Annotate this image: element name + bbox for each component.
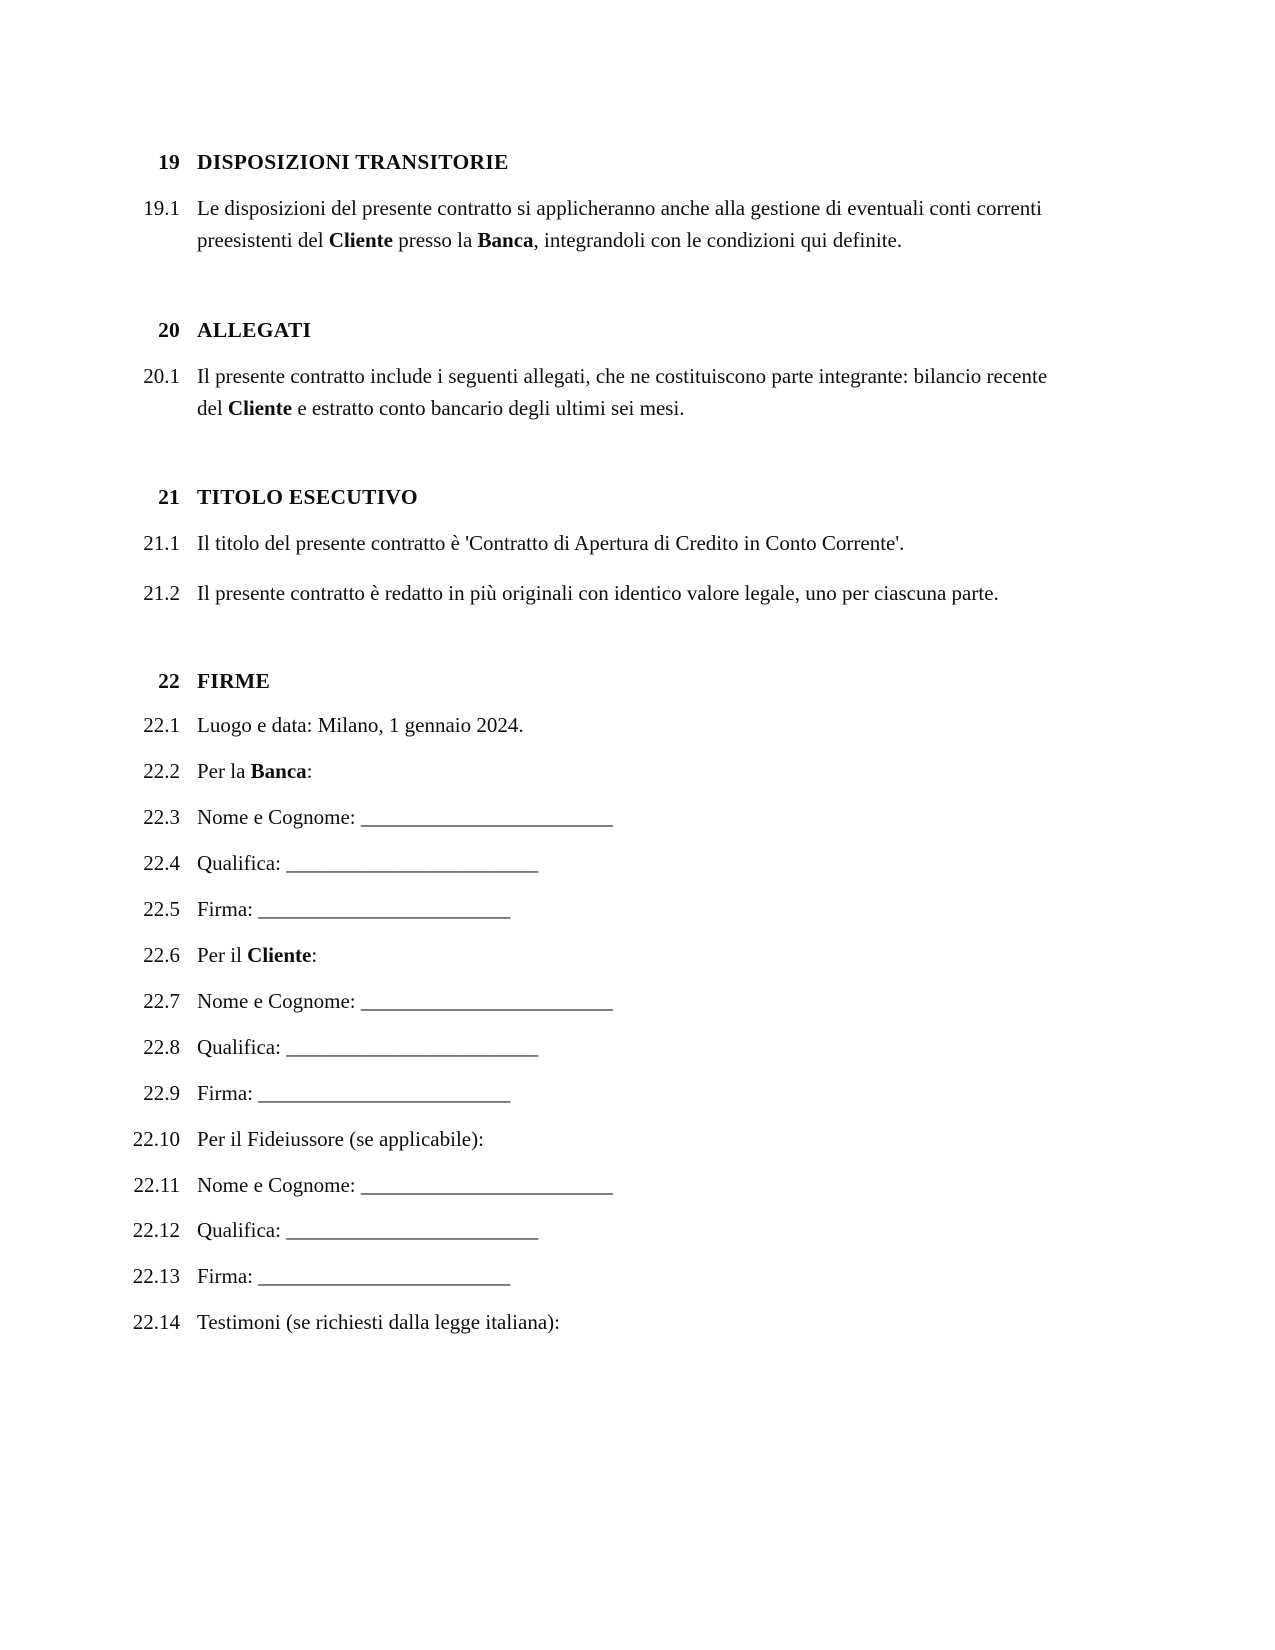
clause-row (118, 986, 1063, 1018)
clause-row (118, 802, 1063, 834)
emphasis-term: Banca (250, 759, 307, 784)
clause-text-run: Le disposizioni del presente contratto si applicheranno anche alla gestione di eventuali conti correnti preesistenti del (197, 196, 1042, 252)
clause-number: 22.4 (143, 851, 180, 876)
clause-text (180, 940, 1063, 972)
clause-row (118, 1124, 1063, 1156)
clause-number: 22.5 (143, 897, 180, 922)
section-heading (118, 485, 1063, 510)
clause-text (180, 1078, 1063, 1110)
clause-text-run: : (306, 759, 313, 784)
clause-row (118, 848, 1063, 880)
clause-text-run: Testimoni (se richiesti dalla legge italiana): (197, 1310, 560, 1335)
clause-row (118, 1261, 1063, 1293)
clause-text-run: Il titolo del presente contratto è 'Contratto di Apertura di Credito in Conto Corrente'. (197, 530, 905, 555)
section-number: 19 (158, 150, 180, 174)
clause-text-run: Per il (197, 942, 248, 967)
clause-text (180, 1124, 1063, 1156)
clause-text (180, 528, 1063, 560)
clause-number: 21.2 (143, 580, 180, 605)
section-title: DISPOSIZIONI TRANSITORIE (197, 150, 509, 174)
emphasis-term: Banca (477, 227, 534, 252)
clause-text (180, 1032, 1063, 1064)
clause-row (118, 528, 1063, 560)
section-heading (118, 150, 1063, 175)
clause-number: 22.3 (143, 805, 180, 830)
clause-number: 20.1 (143, 363, 180, 388)
clause-text (180, 802, 1063, 834)
section-title: FIRME (197, 669, 271, 694)
emphasis-term: Cliente (247, 942, 312, 967)
clause-text (180, 756, 1063, 788)
clause-text-run: Nome e Cognome: ________________________ (197, 1172, 613, 1197)
clause-text-run: Il presente contratto include i seguenti allegati, che ne costituiscono parte integrante: bilancio recente del (197, 363, 1048, 420)
clause-text-run: : (311, 942, 318, 967)
clause-number: 22.14 (132, 1310, 180, 1335)
clause-text-run: presso la (392, 227, 478, 252)
clause-text (180, 1170, 1063, 1202)
clause-number: 22.6 (143, 942, 180, 967)
clause-text-run: Luogo e data: Milano, 1 gennaio 2024. (197, 713, 524, 738)
clause-number: 22.10 (132, 1126, 180, 1151)
clause-number: 19.1 (143, 196, 180, 220)
clause-text-run: Per il Fideiussore (se applicabile): (197, 1126, 484, 1151)
clause-text-run: Il presente contratto è redatto in più originali con identico valore legale, uno per ciascuna parte. (197, 580, 999, 605)
clause-text (180, 1215, 1063, 1247)
clause-text-run: Per la (197, 759, 251, 784)
clause-row (118, 894, 1063, 926)
clause-text-run: e estratto conto bancario degli ultimi sei mesi. (292, 395, 685, 420)
section-title: TITOLO ESECUTIVO (197, 484, 418, 509)
clause-text-run: Firma: ________________________ (197, 1264, 511, 1289)
clause-row (118, 193, 1063, 257)
emphasis-term: Cliente (328, 227, 393, 252)
clause-row (118, 1170, 1063, 1202)
clause-text (180, 894, 1063, 926)
clause-text (180, 710, 1063, 742)
clause-text-run: Qualifica: ________________________ (197, 1034, 539, 1059)
clause-number: 22.11 (133, 1172, 180, 1197)
document-body (118, 150, 1063, 1339)
clause-number: 22.12 (132, 1218, 180, 1243)
clause-row (118, 1307, 1063, 1339)
clause-text-run: Qualifica: ________________________ (197, 1218, 539, 1243)
clause-number: 22.8 (143, 1034, 180, 1059)
section-heading (118, 318, 1063, 343)
clause-text (180, 986, 1063, 1018)
clause-text-run: Nome e Cognome: ________________________ (197, 805, 613, 830)
section-heading (118, 669, 1063, 694)
clause-text (180, 361, 1063, 425)
section-number: 22 (158, 669, 180, 694)
clause-text (180, 1261, 1063, 1293)
clause-number: 22.1 (143, 713, 180, 738)
clause-text (180, 193, 1063, 257)
clause-number: 22.13 (132, 1264, 180, 1289)
section-number: 21 (158, 484, 180, 509)
clause-text-run: Firma: ________________________ (197, 897, 511, 922)
clause-text (180, 848, 1063, 880)
section-number: 20 (158, 317, 180, 342)
clause-row (118, 361, 1063, 425)
clause-number: 22.7 (143, 988, 180, 1013)
clause-row (118, 578, 1063, 610)
clause-row (118, 940, 1063, 972)
clause-row (118, 1032, 1063, 1064)
section-title: ALLEGATI (197, 317, 312, 342)
clause-row (118, 710, 1063, 742)
clause-number: 21.1 (143, 530, 180, 555)
clause-text-run: Nome e Cognome: ________________________ (197, 988, 613, 1013)
clause-number: 22.9 (143, 1080, 180, 1105)
clause-text-run: , integrandoli con le condizioni qui definite. (533, 227, 903, 252)
clause-text (180, 1307, 1063, 1339)
clause-text (180, 578, 1063, 610)
clause-row (118, 1078, 1063, 1110)
clause-number: 22.2 (143, 759, 180, 784)
emphasis-term: Cliente (227, 395, 293, 420)
clause-row (118, 1215, 1063, 1247)
clause-text-run: Firma: ________________________ (197, 1080, 511, 1105)
clause-row (118, 756, 1063, 788)
clause-text-run: Qualifica: ________________________ (197, 851, 539, 876)
